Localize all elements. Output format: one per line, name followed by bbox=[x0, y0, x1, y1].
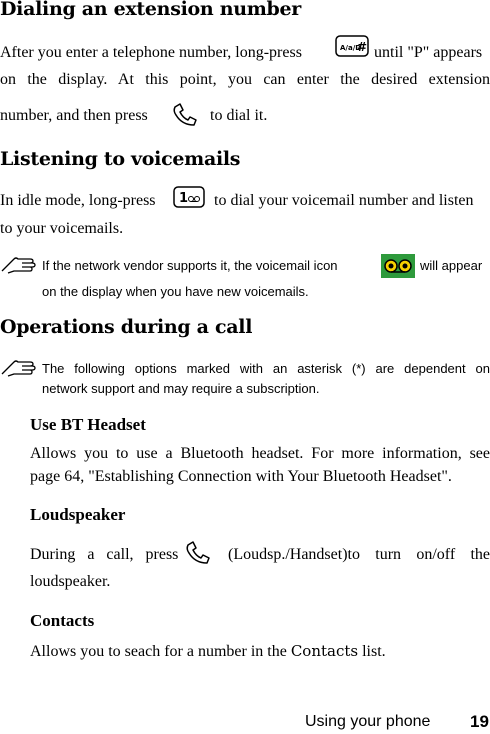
hash-key-icon bbox=[335, 35, 369, 57]
contacts-text: Allows you to seach for a number in the bbox=[30, 643, 287, 660]
footer-section-label: Using your phone bbox=[305, 713, 431, 730]
section-title-operations: Operations during a call bbox=[0, 316, 253, 338]
paragraph-text: to your voicemails. bbox=[0, 220, 124, 237]
note-text: on the display when you have new voicemails. bbox=[42, 284, 309, 299]
voicemail-icon bbox=[381, 254, 415, 278]
contacts-link-text: Contacts bbox=[290, 642, 359, 660]
section-title-dialing: Dialing an extension number bbox=[0, 0, 302, 20]
subsection-title-loudspeaker: Loudspeaker bbox=[30, 505, 126, 524]
paragraph-text: (Loudsp./Handset)to turn on/off the bbox=[228, 546, 490, 563]
subsection-title-bt: Use BT Headset bbox=[30, 415, 146, 434]
paragraph-text: page 64, "Establishing Connection with Your Bluetooth Headset". bbox=[30, 468, 452, 485]
paragraph-text: number, and then press bbox=[0, 107, 148, 124]
paragraph-text: After you enter a telephone number, long-press bbox=[0, 44, 302, 61]
note-text: network support and may require a subscription. bbox=[42, 381, 320, 396]
paragraph-text: In idle mode, long-press bbox=[0, 192, 156, 209]
paragraph-text bbox=[30, 643, 386, 660]
svg-text:#: # bbox=[357, 40, 368, 54]
loudspeaker-key-icon bbox=[183, 539, 213, 565]
paragraph-text: to dial it. bbox=[210, 107, 268, 124]
contacts-text: list. bbox=[362, 643, 386, 660]
paragraph-text: Allows you to use a Bluetooth headset. For more information, see bbox=[30, 445, 490, 462]
paragraph-text: to dial your voicemail number and listen bbox=[214, 192, 474, 209]
note-text: will appear bbox=[420, 258, 483, 273]
note-text: The following options marked with an asterisk (*) are dependent on bbox=[42, 361, 490, 376]
call-key-icon bbox=[170, 101, 200, 127]
paragraph-text: on the display. At this point, you can enter the desired extension bbox=[0, 71, 490, 88]
svg-text:1: 1 bbox=[179, 191, 189, 206]
section-title-voicemail: Listening to voicemails bbox=[0, 148, 241, 170]
note-hand-icon bbox=[0, 253, 38, 275]
paragraph-text: loudspeaker. bbox=[30, 573, 111, 590]
subsection-title-contacts: Contacts bbox=[30, 611, 95, 630]
note-hand-icon bbox=[0, 356, 38, 378]
one-key-icon bbox=[173, 186, 205, 208]
page-number: 19 bbox=[470, 712, 489, 731]
paragraph-text: until "P" appears bbox=[374, 44, 483, 61]
paragraph-text: During a call, press bbox=[30, 546, 179, 563]
note-text: If the network vendor supports it, the voicemail icon bbox=[42, 258, 338, 273]
svg-text:A/a/D: A/a/D bbox=[340, 44, 362, 52]
